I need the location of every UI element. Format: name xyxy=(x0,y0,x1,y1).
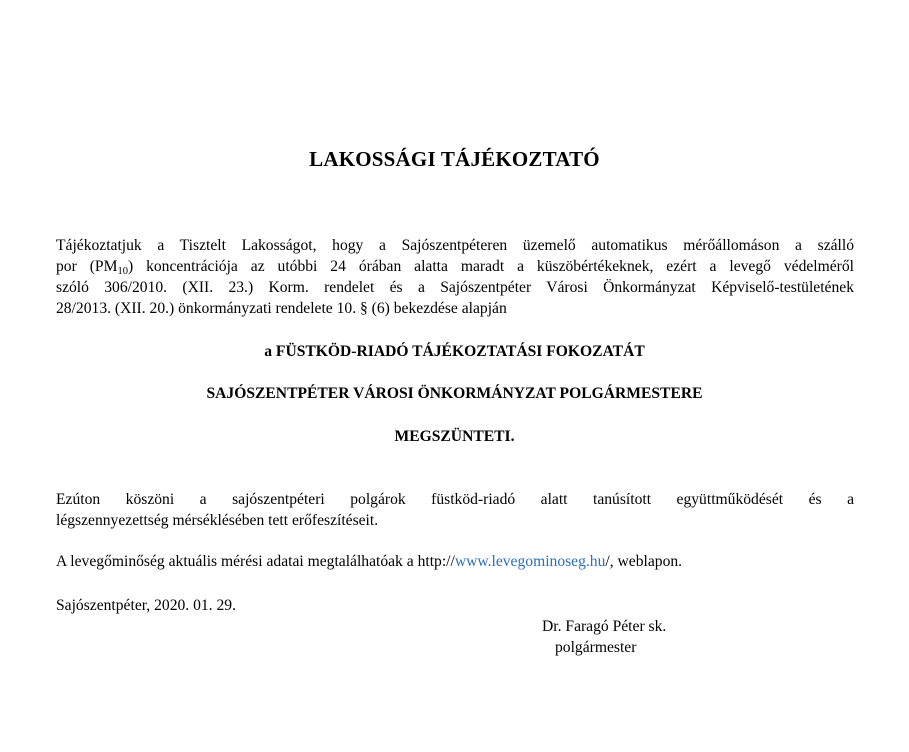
intro-line-3: szóló 306/2010. (XII. 23.) Korm. rendelet és a Sajószentpéter Városi Önkormányzat Képviselő-testületének xyxy=(56,279,854,296)
intro-line-2-end: ) koncentrációja az utóbbi 24 órában alatta maradt a küszöbértékeknek, ezért a levegő védelméről xyxy=(127,258,854,275)
signatory-role: polgármester xyxy=(555,639,637,656)
levegominoseg-link[interactable]: www.levegominoseg.hu xyxy=(454,553,606,570)
intro-line-1: Tájékoztatjuk a Tisztelt Lakosságot, hogy a Sajószentpéteren üzemelő automatikus mérőállomáson a szálló xyxy=(56,237,854,254)
pm-subscript: 10 xyxy=(117,266,128,277)
intro-paragraph xyxy=(56,235,854,319)
document-title: LAKOSSÁGI TÁJÉKOZTATÓ xyxy=(309,147,600,171)
info-text-start: A levegőminőség aktuális mérési adatai megtalálhatóak a http:// xyxy=(56,553,455,570)
intro-line-4: 28/2013. (XII. 20.) önkormányzati rendelete 10. § (6) bekezdése alapján xyxy=(56,300,507,317)
info-text-end: /, weblapon. xyxy=(605,553,683,570)
alert-level-heading: a FÜSTKÖD-RIADÓ TÁJÉKOZTATÁSI FOKOZATÁT xyxy=(264,343,645,360)
signature-block xyxy=(542,616,666,658)
intro-line-2 xyxy=(56,256,854,277)
thanks-line-1: Ezúton köszöni a sajószentpéteri polgárok füstköd-riadó alatt tanúsított együttműködését és a xyxy=(56,491,854,508)
mayor-heading: SAJÓSZENTPÉTER VÁROSI ÖNKORMÁNYZAT POLGÁRMESTERE xyxy=(206,385,703,402)
signatory-name: Dr. Faragó Péter sk. xyxy=(542,618,667,635)
info-paragraph xyxy=(56,551,854,572)
place-date: Sajószentpéter, 2020. 01. 29. xyxy=(56,597,236,614)
thanks-paragraph xyxy=(56,489,854,531)
revokes-heading: MEGSZÜNTETI. xyxy=(394,428,515,445)
intro-line-2-start: por (PM xyxy=(56,258,118,275)
thanks-line-2: légszennyezettség mérséklésében tett erőfeszítéseit. xyxy=(56,512,379,529)
